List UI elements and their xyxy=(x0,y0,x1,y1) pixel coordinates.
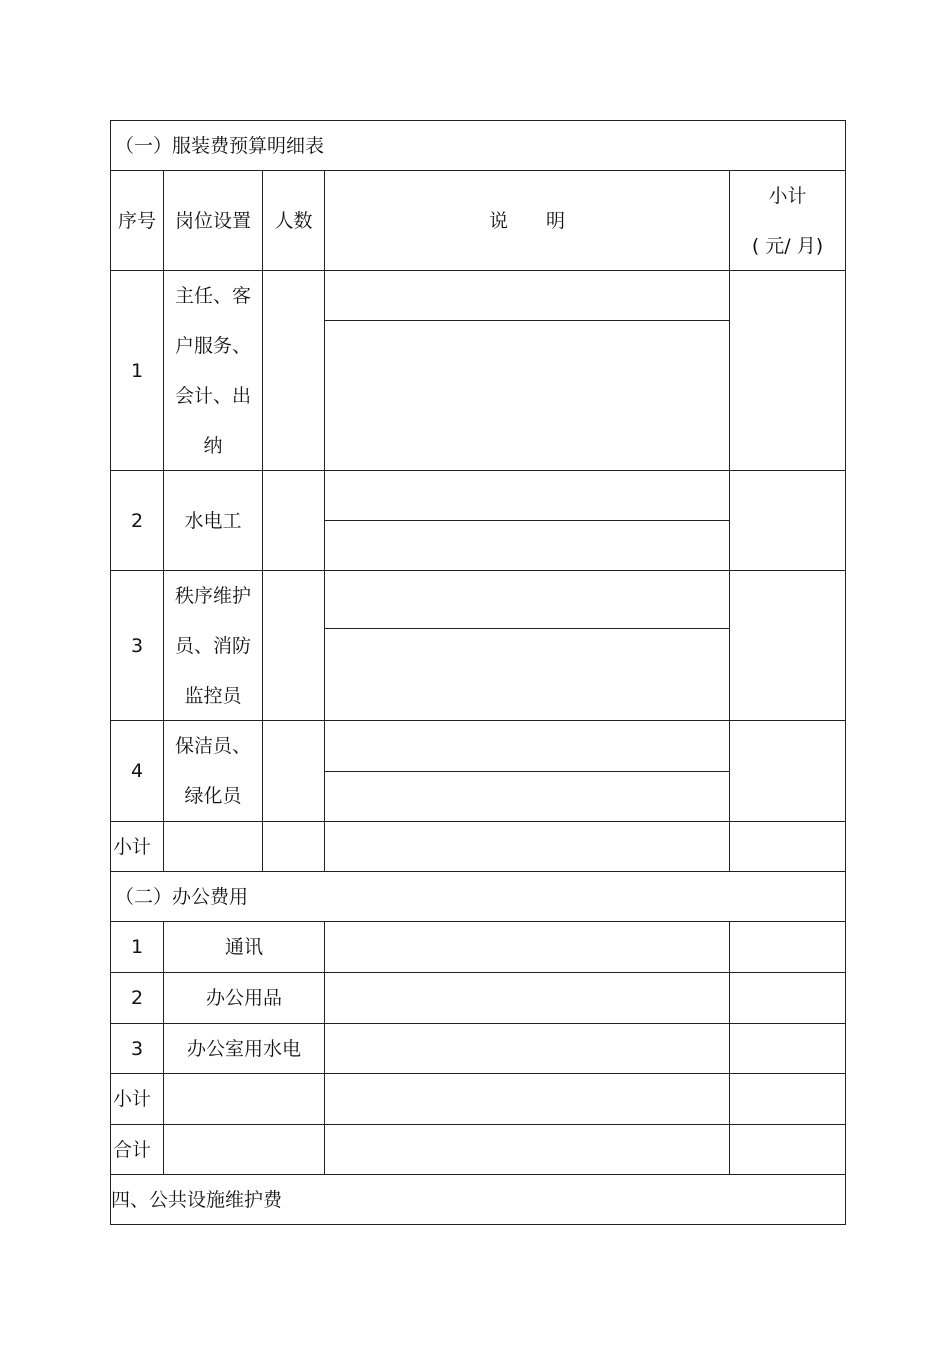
section1-subtotal-label: 小计 xyxy=(110,821,164,872)
header-subtotal: 小计 ( 元/ 月) xyxy=(729,170,846,271)
section2-subtotal-label: 小计 xyxy=(110,1073,164,1125)
section2-subtotal-desc[interactable] xyxy=(324,1073,730,1125)
row2-seq: 2 xyxy=(110,470,164,571)
header-position: 岗位设置 xyxy=(163,170,263,271)
header-seq: 序号 xyxy=(110,170,164,271)
section4-title: 四、公共设施维护费 xyxy=(110,1174,846,1225)
row1-position: 主任、客 户服务、 会计、出 纳 xyxy=(163,270,263,471)
section1-subtotal-position[interactable] xyxy=(163,821,263,872)
row1-count[interactable] xyxy=(262,270,325,471)
budget-table xyxy=(110,120,846,1225)
office-row2-subtotal[interactable] xyxy=(729,972,846,1024)
section2-subtotal-item[interactable] xyxy=(163,1073,325,1125)
row4-count[interactable] xyxy=(262,720,325,822)
row3-count[interactable] xyxy=(262,570,325,721)
office-row1-subtotal[interactable] xyxy=(729,921,846,973)
office-row2-seq: 2 xyxy=(110,972,164,1024)
office-row3-desc[interactable] xyxy=(324,1023,730,1074)
section1-subtotal-desc[interactable] xyxy=(324,821,730,872)
office-row2-desc[interactable] xyxy=(324,972,730,1024)
row3-seq: 3 xyxy=(110,570,164,721)
row3-desc-b[interactable] xyxy=(324,628,730,721)
row3-desc-a[interactable] xyxy=(324,570,730,629)
row4-seq: 4 xyxy=(110,720,164,822)
office-row3-item: 办公室用水电 xyxy=(163,1023,325,1074)
total-value[interactable] xyxy=(729,1124,846,1175)
total-desc[interactable] xyxy=(324,1124,730,1175)
row1-desc-b[interactable] xyxy=(324,320,730,471)
section1-subtotal-value[interactable] xyxy=(729,821,846,872)
header-count: 人数 xyxy=(262,170,325,271)
row1-seq: 1 xyxy=(110,270,164,471)
row3-subtotal[interactable] xyxy=(729,570,846,721)
office-row1-item: 通讯 xyxy=(163,921,325,973)
row1-subtotal[interactable] xyxy=(729,270,846,471)
row2-subtotal[interactable] xyxy=(729,470,846,571)
section2-subtotal-value[interactable] xyxy=(729,1073,846,1125)
section2-title: （二）办公费用 xyxy=(110,871,846,922)
row4-desc-b[interactable] xyxy=(324,771,730,822)
section1-subtotal-count[interactable] xyxy=(262,821,325,872)
office-row3-seq: 3 xyxy=(110,1023,164,1074)
header-description: 说 明 xyxy=(324,170,730,271)
row2-desc-b[interactable] xyxy=(324,520,730,571)
row3-position: 秩序维护 员、消防 监控员 xyxy=(163,570,263,721)
office-row1-desc[interactable] xyxy=(324,921,730,973)
row4-subtotal[interactable] xyxy=(729,720,846,822)
row4-position: 保洁员、 绿化员 xyxy=(163,720,263,822)
section1-title: （一）服装费预算明细表 xyxy=(110,120,846,171)
total-item[interactable] xyxy=(163,1124,325,1175)
row2-position: 水电工 xyxy=(163,470,263,571)
office-row3-subtotal[interactable] xyxy=(729,1023,846,1074)
office-row1-seq: 1 xyxy=(110,921,164,973)
row2-count[interactable] xyxy=(262,470,325,571)
row1-desc-a[interactable] xyxy=(324,270,730,321)
row4-desc-a[interactable] xyxy=(324,720,730,772)
row2-desc-a[interactable] xyxy=(324,470,730,521)
office-row2-item: 办公用品 xyxy=(163,972,325,1024)
total-label: 合计 xyxy=(110,1124,164,1175)
